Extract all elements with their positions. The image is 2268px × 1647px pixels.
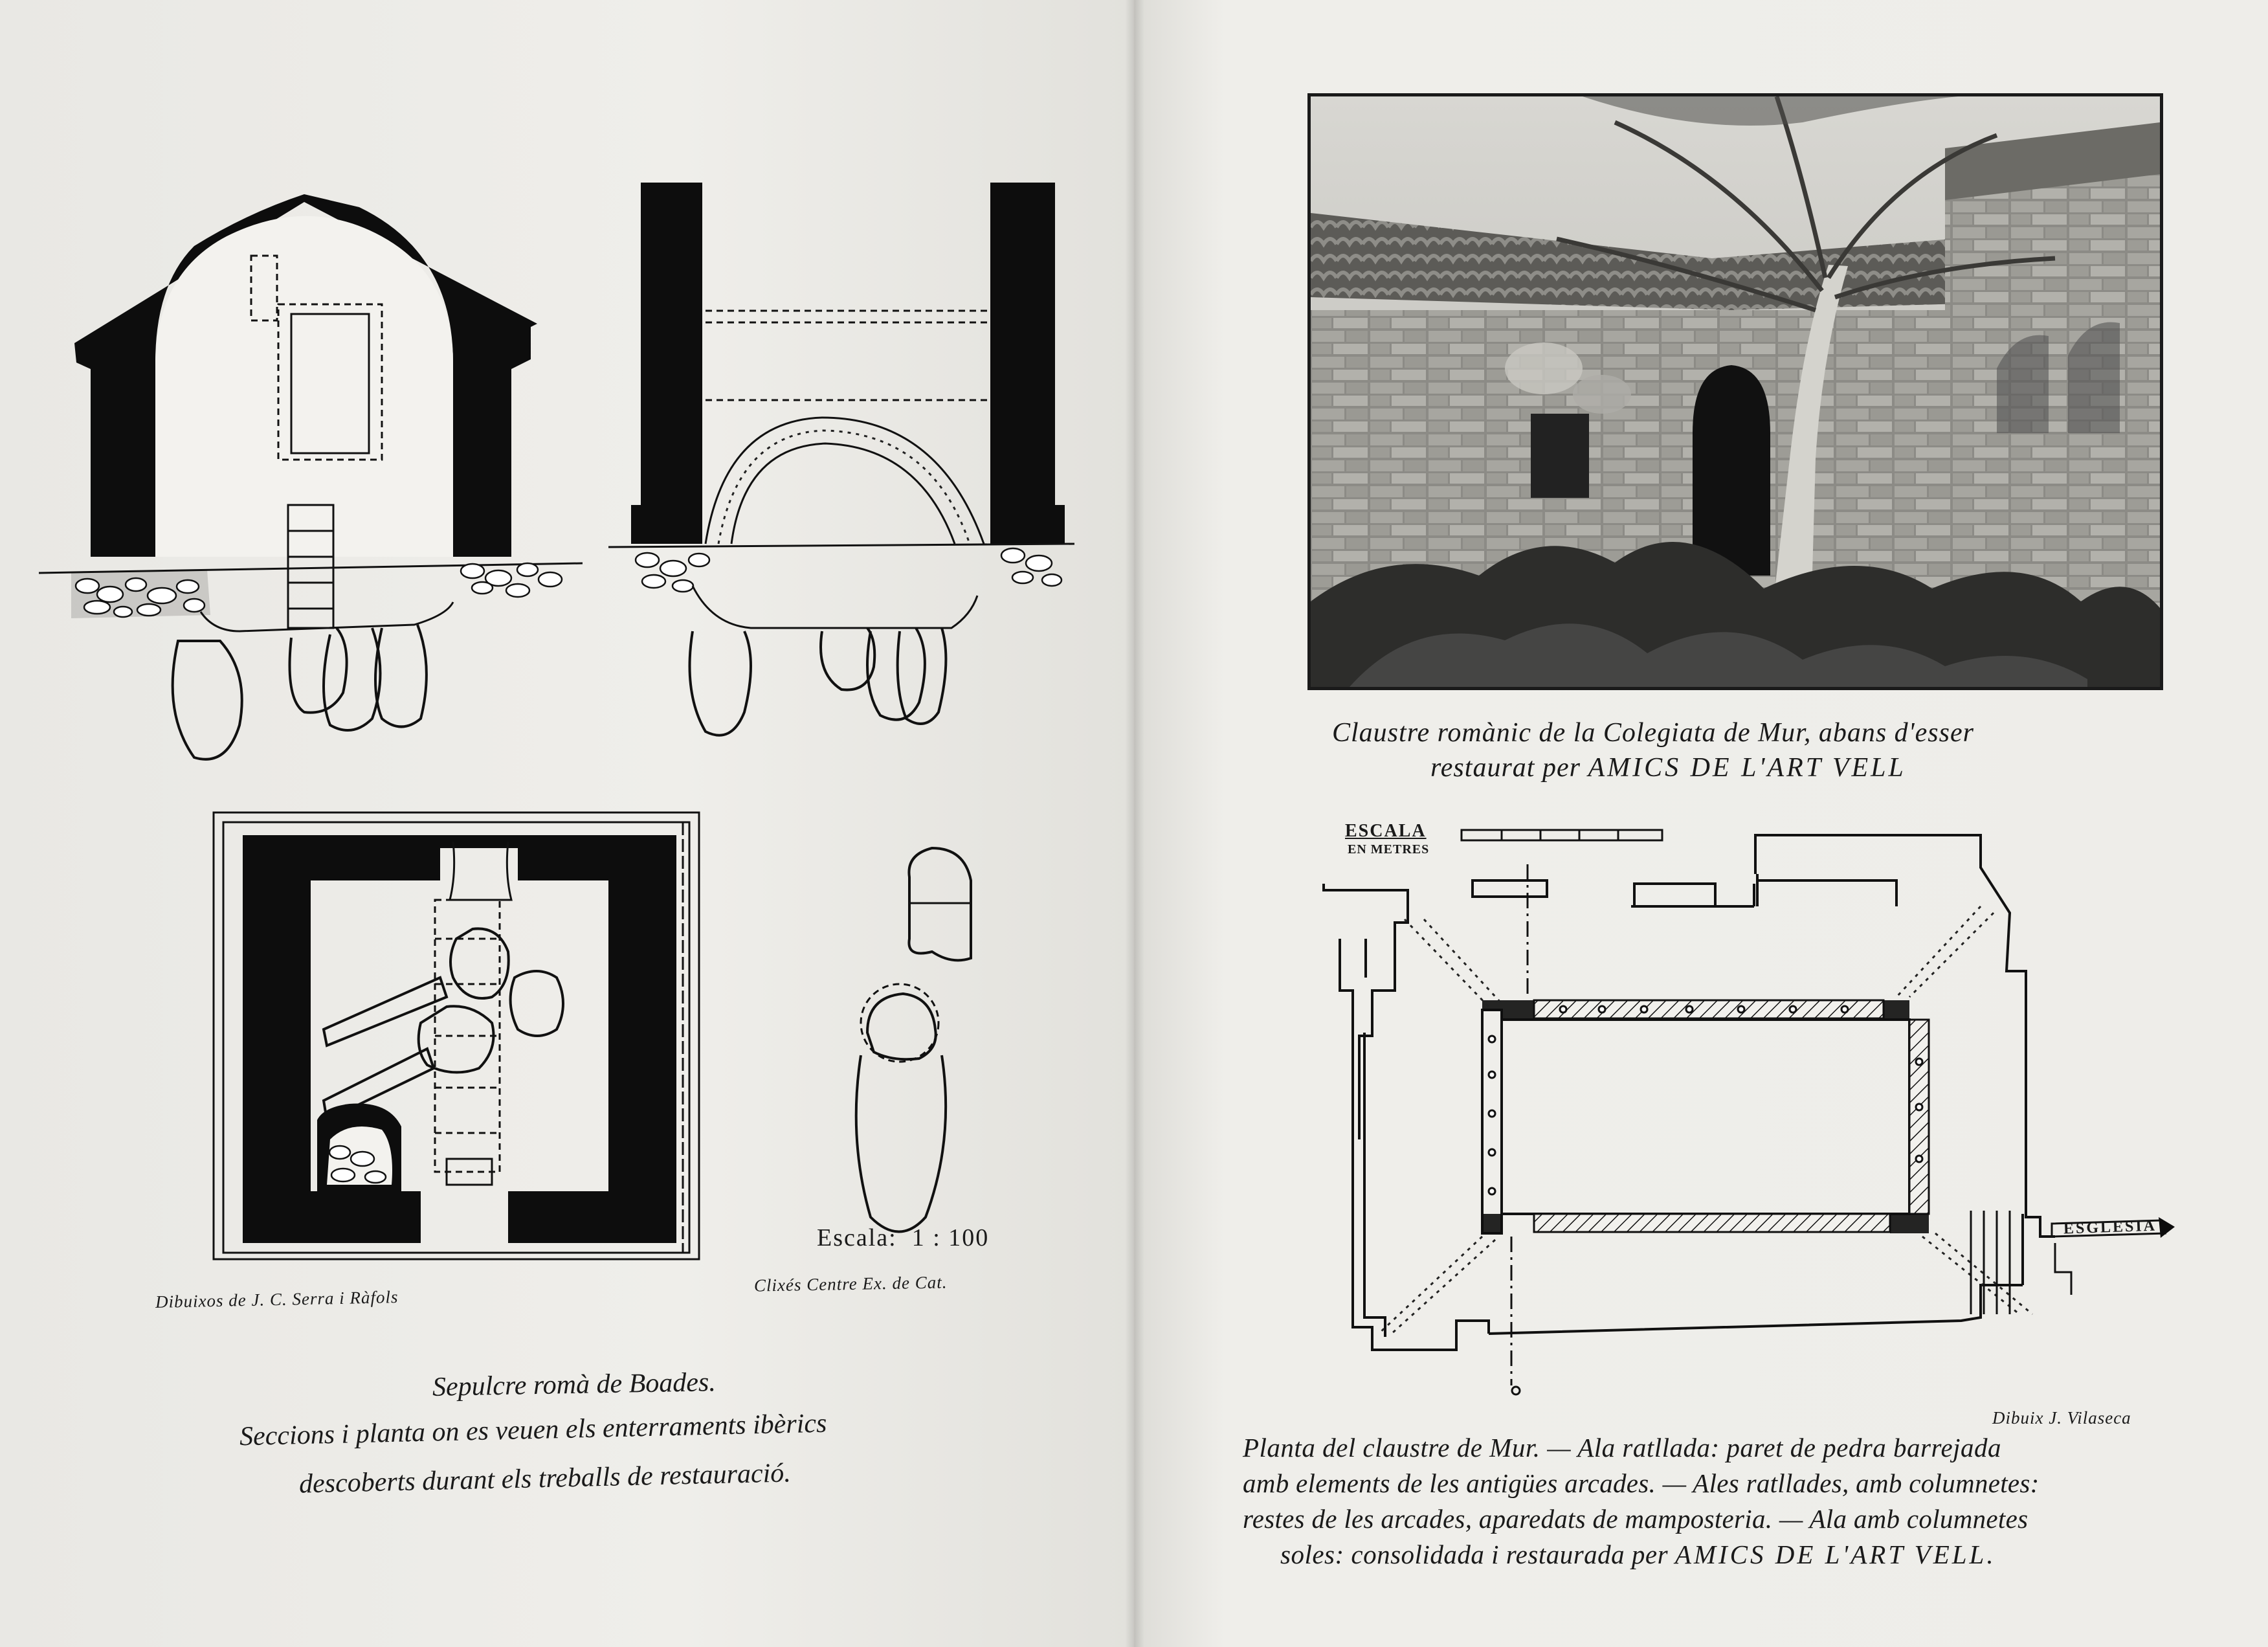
left-caption-line2: descoberts durant els treballs de restauració. — [298, 1458, 792, 1499]
right-caption-line4-prefix: soles: consolidada i restaurada per — [1280, 1540, 1669, 1569]
right-caption-line1: Planta del claustre de Mur. — Ala ratllada: paret de pedra barrejada — [1243, 1433, 2002, 1462]
left-caption-title: Sepulcre romà de Boades. — [432, 1367, 717, 1402]
plan-scale-label-1: ESCALA — [1345, 821, 1427, 841]
photo-caption-line1: Claustre romànic de la Colegiata de Mur, abans d'esser — [1332, 718, 1974, 748]
cliches-credit: Clixés Centre Ex. de Cat. — [753, 1272, 948, 1295]
scale-label-text: Escala: — [817, 1224, 897, 1251]
right-caption-line2: amb elements de les antigües arcades. — Ales ratllades, amb columnetes: — [1243, 1468, 2040, 1498]
right-caption-line4-name: AMICS DE L'ART VELL. — [1674, 1540, 1996, 1569]
drawings-credit: Dibuixos de J. C. Serra i Ràfols — [155, 1287, 399, 1312]
plan-drawing-credit: Dibuix J. Vilaseca — [1992, 1408, 2131, 1428]
right-caption-line4 — [1280, 1539, 1996, 1570]
photo-caption-prefix: restaurat per — [1430, 753, 1581, 783]
left-caption-line1: Seccions i planta on es veuen els enterraments ibèrics — [239, 1408, 827, 1452]
scale-value: 1 : 100 — [911, 1224, 990, 1251]
plan-church-label: ESGLESIA — [2063, 1217, 2157, 1238]
photo-caption-name: AMICS DE L'ART VELL — [1588, 753, 1906, 783]
plan-scale-label-2: EN METRES — [1348, 842, 1430, 857]
right-caption-line3: restes de les arcades, aparedats de mamposteria. — Ala amb columnetes — [1243, 1504, 2029, 1534]
